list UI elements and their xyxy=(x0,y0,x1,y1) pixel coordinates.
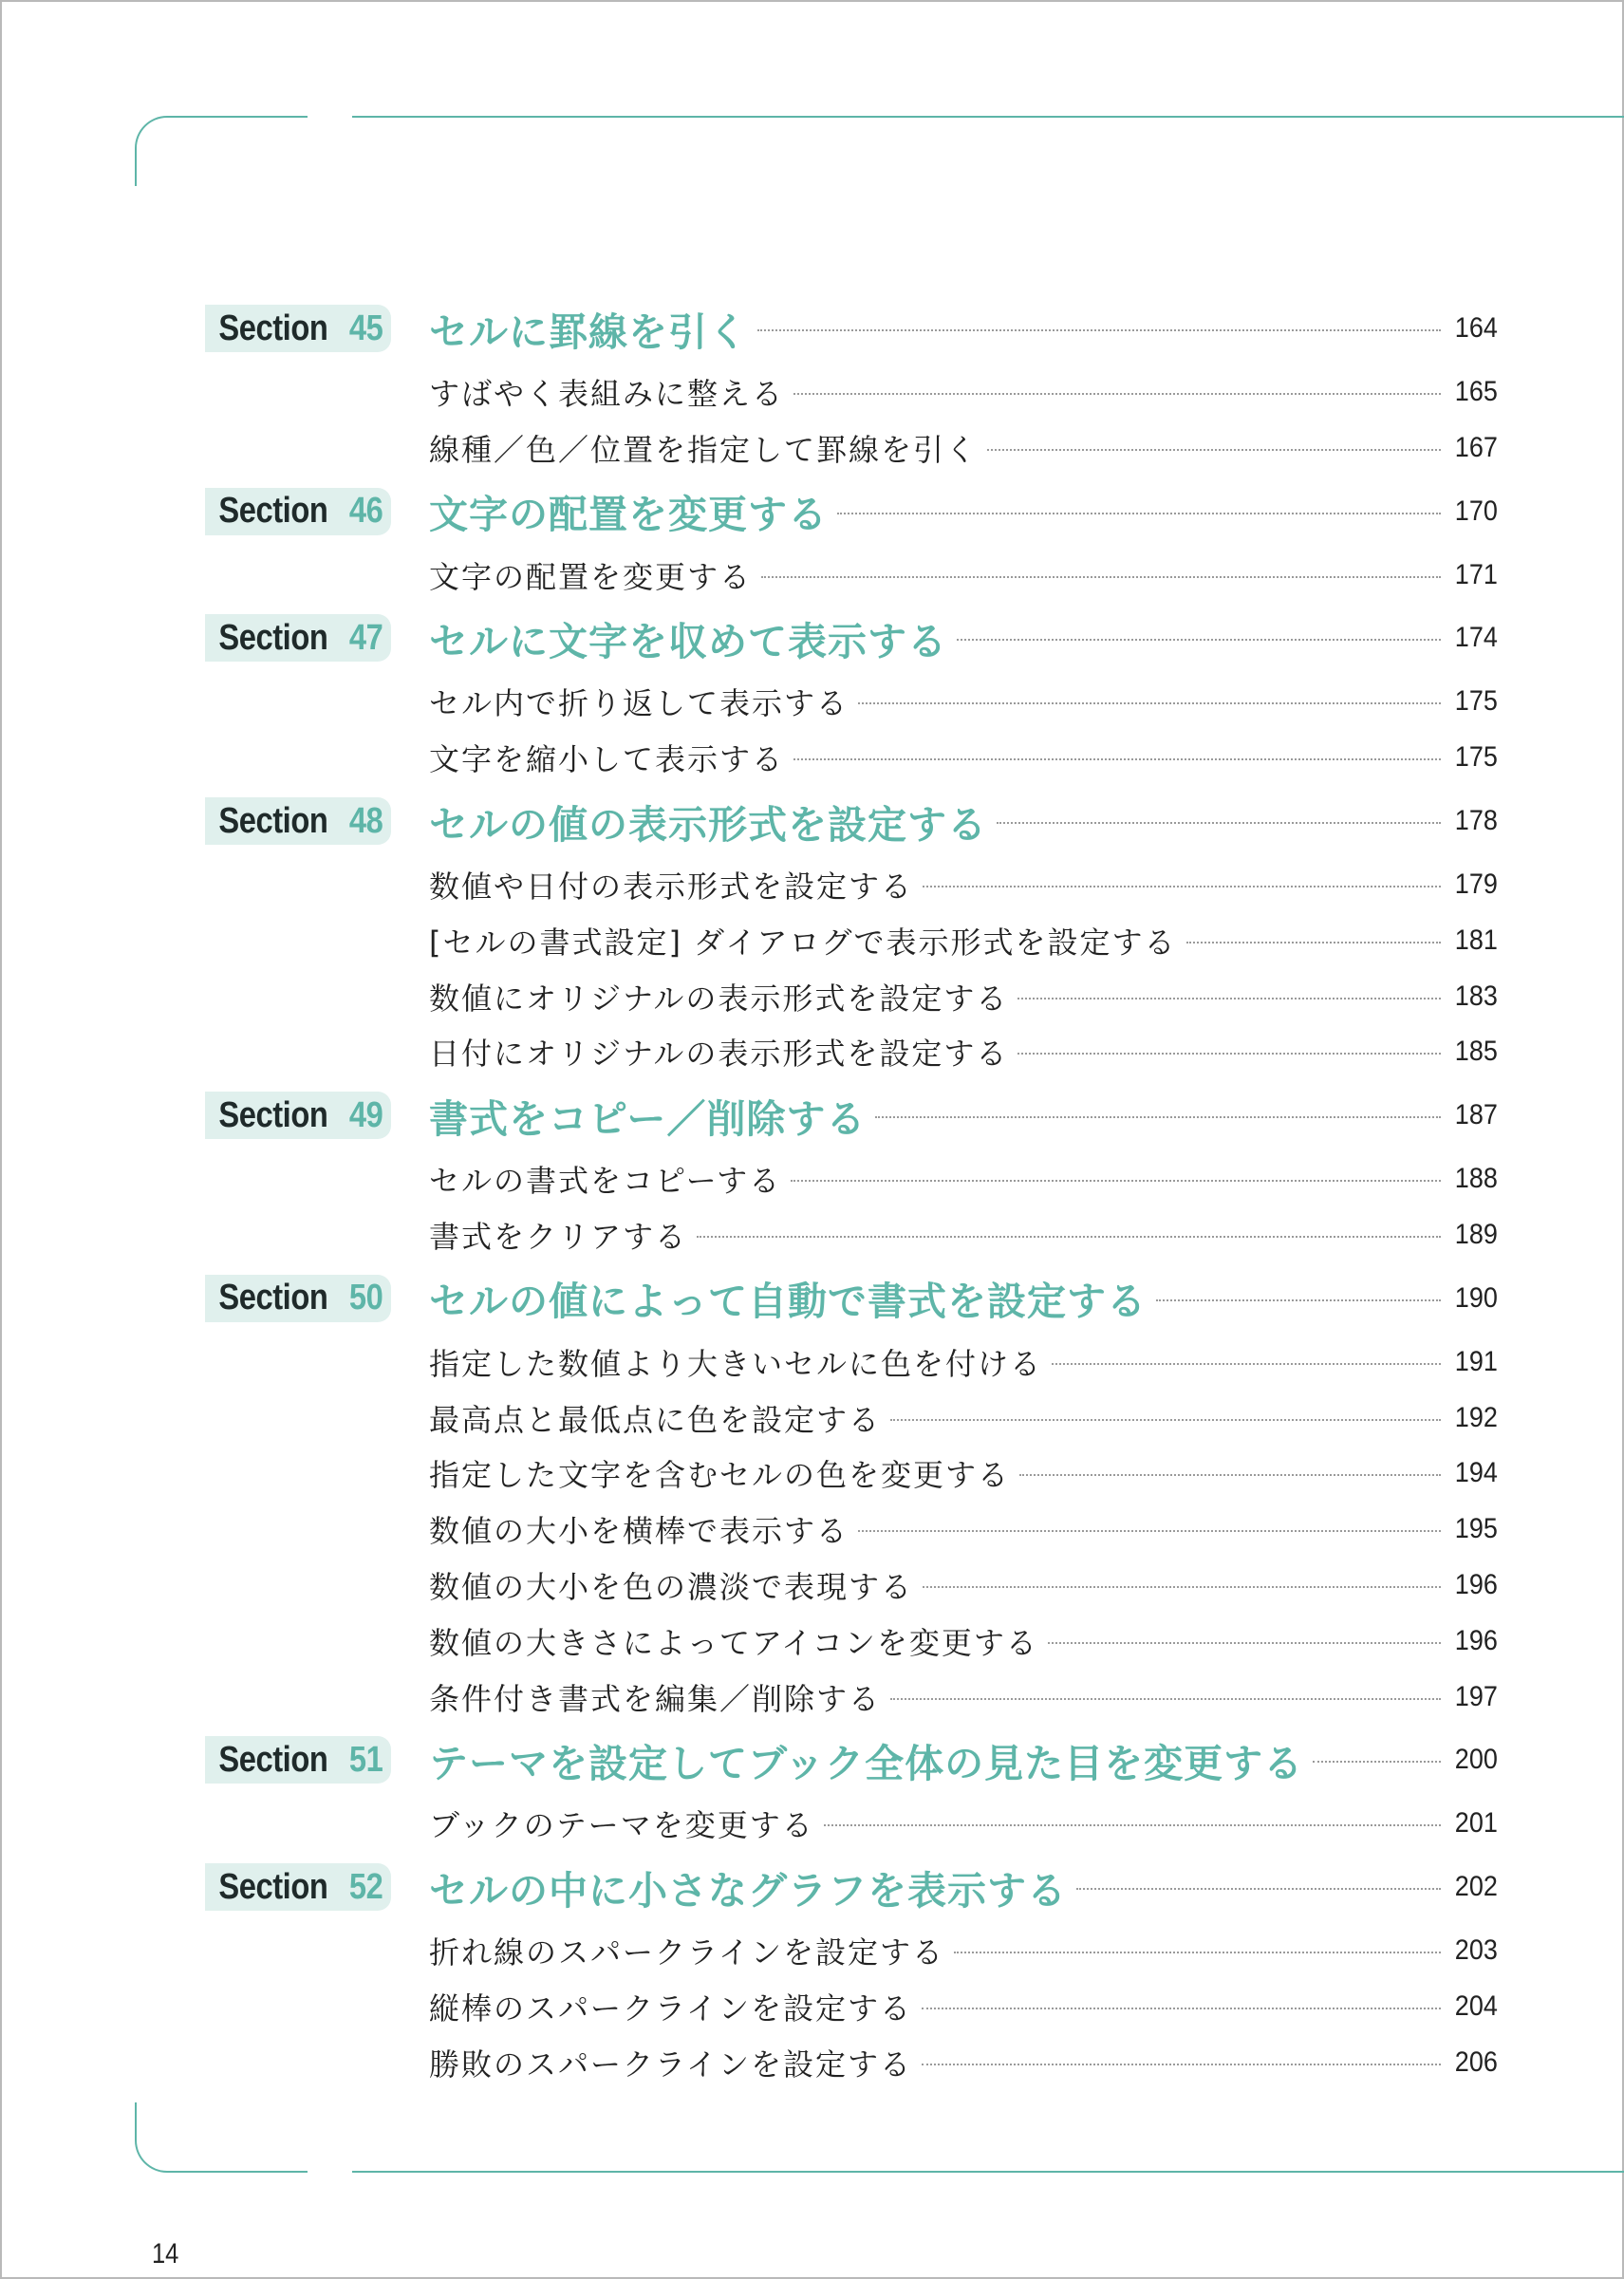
item-title: セルの書式をコピーする xyxy=(429,1163,782,1200)
section-badge xyxy=(205,488,391,535)
dot-leader xyxy=(875,1116,1441,1118)
page-ref: 164 xyxy=(1454,312,1498,344)
item-title: 折れ線のスパークラインを設定する xyxy=(429,1934,945,1971)
item-title: 縦棒のスパークラインを設定する xyxy=(429,1990,913,2027)
page-ref: 192 xyxy=(1454,1401,1498,1433)
toc-item-entry[interactable] xyxy=(429,1986,1496,2027)
page-ref: 202 xyxy=(1454,1871,1498,1903)
dot-leader xyxy=(997,822,1441,824)
section-title: 書式をコピー／削除する xyxy=(429,1095,867,1142)
section-badge xyxy=(205,797,391,845)
item-title: 文字を縮小して表示する xyxy=(429,741,785,778)
section-badge xyxy=(205,614,391,662)
toc-section-entry[interactable] xyxy=(429,1734,1496,1785)
item-title: 文字の配置を変更する xyxy=(429,558,753,595)
toc-item-entry[interactable] xyxy=(429,1214,1496,1256)
toc-item-entry[interactable] xyxy=(429,1564,1496,1606)
dot-leader xyxy=(858,1530,1441,1532)
section-badge xyxy=(205,1275,391,1322)
dot-leader xyxy=(1076,1888,1441,1890)
toc-section-entry[interactable] xyxy=(429,486,1496,537)
toc-item-entry[interactable] xyxy=(429,1341,1496,1383)
item-title: [セルの書式設定] ダイアログで表示形式を設定する xyxy=(429,924,1177,961)
page-ref: 201 xyxy=(1454,1807,1498,1840)
item-title: すばやく表組みに整える xyxy=(429,376,785,412)
toc-section-entry[interactable] xyxy=(429,795,1496,847)
page-ref: 204 xyxy=(1454,1990,1498,2022)
page-ref: 175 xyxy=(1454,741,1498,774)
page-ref: 191 xyxy=(1454,1345,1498,1377)
page-ref: 167 xyxy=(1454,431,1498,463)
dot-leader xyxy=(1156,1299,1441,1301)
dot-leader xyxy=(923,886,1441,887)
page-ref: 171 xyxy=(1454,558,1498,590)
page-ref: 183 xyxy=(1454,980,1498,1012)
page-ref: 165 xyxy=(1454,376,1498,407)
dot-leader xyxy=(761,576,1441,578)
page-ref: 206 xyxy=(1454,2045,1498,2078)
toc-section-entry[interactable] xyxy=(429,1861,1496,1913)
page-ref: 200 xyxy=(1454,1744,1498,1776)
toc-item-entry[interactable] xyxy=(429,427,1496,469)
toc-item-entry[interactable] xyxy=(429,1676,1496,1718)
section-badge xyxy=(205,1863,391,1911)
dot-leader xyxy=(923,1586,1441,1588)
dot-leader xyxy=(1019,1474,1441,1476)
page-ref: 203 xyxy=(1454,1934,1498,1967)
section-label: Section xyxy=(218,1094,328,1135)
section-label: Section xyxy=(218,491,328,532)
dot-leader xyxy=(697,1236,1441,1238)
item-title: 数値にオリジナルの表示形式を設定する xyxy=(429,980,1009,1017)
section-number: 52 xyxy=(349,1866,383,1907)
dot-leader xyxy=(922,2064,1441,2065)
page-ref: 170 xyxy=(1454,495,1498,527)
section-number: 50 xyxy=(349,1278,383,1318)
page-ref: 195 xyxy=(1454,1513,1498,1545)
item-title: ブックのテーマを変更する xyxy=(429,1807,814,1844)
page-ref: 194 xyxy=(1454,1457,1498,1489)
item-title: 数値の大小を横棒で表示する xyxy=(429,1513,849,1550)
toc-item-entry[interactable] xyxy=(429,976,1496,1018)
toc-item-entry[interactable] xyxy=(429,1620,1496,1662)
dot-leader xyxy=(922,2008,1441,2009)
toc-item-entry[interactable] xyxy=(429,737,1496,778)
section-title: セルに罫線を引く xyxy=(429,308,748,355)
section-title: セルの値によって自動で書式を設定する xyxy=(429,1279,1147,1325)
section-number: 45 xyxy=(349,308,383,348)
dot-leader xyxy=(1017,998,1441,999)
dot-leader xyxy=(1017,1053,1441,1055)
dot-leader xyxy=(1313,1761,1441,1763)
section-label: Section xyxy=(218,308,328,348)
toc-item-entry[interactable] xyxy=(429,864,1496,906)
page-ref: 189 xyxy=(1454,1219,1498,1250)
toc-item-entry[interactable] xyxy=(429,1930,1496,1971)
toc-section-entry[interactable] xyxy=(429,1273,1496,1324)
dot-leader xyxy=(837,513,1441,514)
section-number: 48 xyxy=(349,800,383,841)
toc-item-entry[interactable] xyxy=(429,1031,1496,1073)
section-number: 49 xyxy=(349,1094,383,1135)
toc-item-entry[interactable] xyxy=(429,371,1496,413)
item-title: 日付にオリジナルの表示形式を設定する xyxy=(429,1036,1009,1073)
toc-item-entry[interactable] xyxy=(429,2042,1496,2083)
item-title: 条件付き書式を編集／削除する xyxy=(429,1680,882,1717)
page-number: 14 xyxy=(152,2238,179,2270)
section-badge xyxy=(205,1092,391,1139)
dot-leader xyxy=(987,449,1441,451)
page-ref: 190 xyxy=(1454,1281,1498,1314)
section-label: Section xyxy=(218,1866,328,1907)
page-ref: 185 xyxy=(1454,1036,1498,1068)
toc-section-entry[interactable] xyxy=(429,1090,1496,1141)
toc-item-entry[interactable] xyxy=(429,554,1496,596)
page-ref: 178 xyxy=(1454,805,1498,836)
dot-leader xyxy=(1186,942,1441,943)
section-badge xyxy=(205,305,391,352)
section-badge xyxy=(205,1736,391,1784)
toc-item-entry[interactable] xyxy=(429,1452,1496,1494)
toc-item-entry[interactable] xyxy=(429,1397,1496,1439)
dot-leader xyxy=(824,1824,1441,1826)
item-title: 線種／色／位置を指定して罫線を引く xyxy=(429,431,979,468)
page-ref: 196 xyxy=(1454,1569,1498,1600)
item-title: 数値や日付の表示形式を設定する xyxy=(429,869,914,905)
page-ref: 181 xyxy=(1454,924,1498,956)
section-label: Section xyxy=(218,1739,328,1780)
section-number: 46 xyxy=(349,491,383,532)
item-title: 指定した数値より大きいセルに色を付ける xyxy=(429,1345,1043,1382)
item-title: 指定した文字を含むセルの色を変更する xyxy=(429,1457,1011,1494)
dot-leader xyxy=(890,1419,1441,1421)
dot-leader xyxy=(957,639,1441,641)
section-title: セルに文字を収めて表示する xyxy=(429,618,947,664)
dot-leader xyxy=(793,393,1441,395)
toc-item-entry[interactable] xyxy=(429,681,1496,722)
dot-leader xyxy=(791,1180,1441,1182)
page-ref: 197 xyxy=(1454,1680,1498,1712)
toc-item-entry[interactable] xyxy=(429,1508,1496,1550)
item-title: 数値の大きさによってアイコンを変更する xyxy=(429,1624,1038,1661)
item-title: 勝敗のスパークラインを設定する xyxy=(429,2045,913,2083)
item-title: 書式をクリアする xyxy=(429,1219,688,1255)
page-ref: 179 xyxy=(1454,869,1498,900)
section-title: テーマを設定してブック全体の見た目を変更する xyxy=(429,1740,1304,1786)
dot-leader xyxy=(757,329,1441,331)
page-ref: 188 xyxy=(1454,1163,1498,1195)
page-ref: 175 xyxy=(1454,685,1498,718)
dot-leader xyxy=(890,1698,1441,1700)
section-label: Section xyxy=(218,800,328,841)
page-ref: 174 xyxy=(1454,622,1498,654)
section-title: 文字の配置を変更する xyxy=(429,492,828,538)
toc-section-entry[interactable] xyxy=(429,303,1496,354)
section-number: 47 xyxy=(349,617,383,658)
dot-leader xyxy=(793,758,1441,760)
item-title: セル内で折り返して表示する xyxy=(429,685,849,722)
item-title: 数値の大小を色の濃淡で表現する xyxy=(429,1569,914,1605)
section-label: Section xyxy=(218,617,328,658)
dot-leader xyxy=(954,1952,1441,1953)
item-title: 最高点と最低点に色を設定する xyxy=(429,1401,882,1438)
page-ref: 187 xyxy=(1454,1099,1498,1131)
dot-leader xyxy=(858,702,1441,704)
section-label: Section xyxy=(218,1278,328,1318)
dot-leader xyxy=(1052,1363,1441,1365)
toc-item-entry[interactable] xyxy=(429,1158,1496,1200)
section-number: 51 xyxy=(349,1739,383,1780)
toc-section-entry[interactable] xyxy=(429,612,1496,663)
page-ref: 196 xyxy=(1454,1624,1498,1656)
dot-leader xyxy=(1048,1642,1441,1644)
toc-item-entry[interactable] xyxy=(429,1803,1496,1844)
section-title: セルの中に小さなグラフを表示する xyxy=(429,1867,1067,1914)
toc-item-entry[interactable] xyxy=(429,920,1496,962)
section-title: セルの値の表示形式を設定する xyxy=(429,801,987,848)
